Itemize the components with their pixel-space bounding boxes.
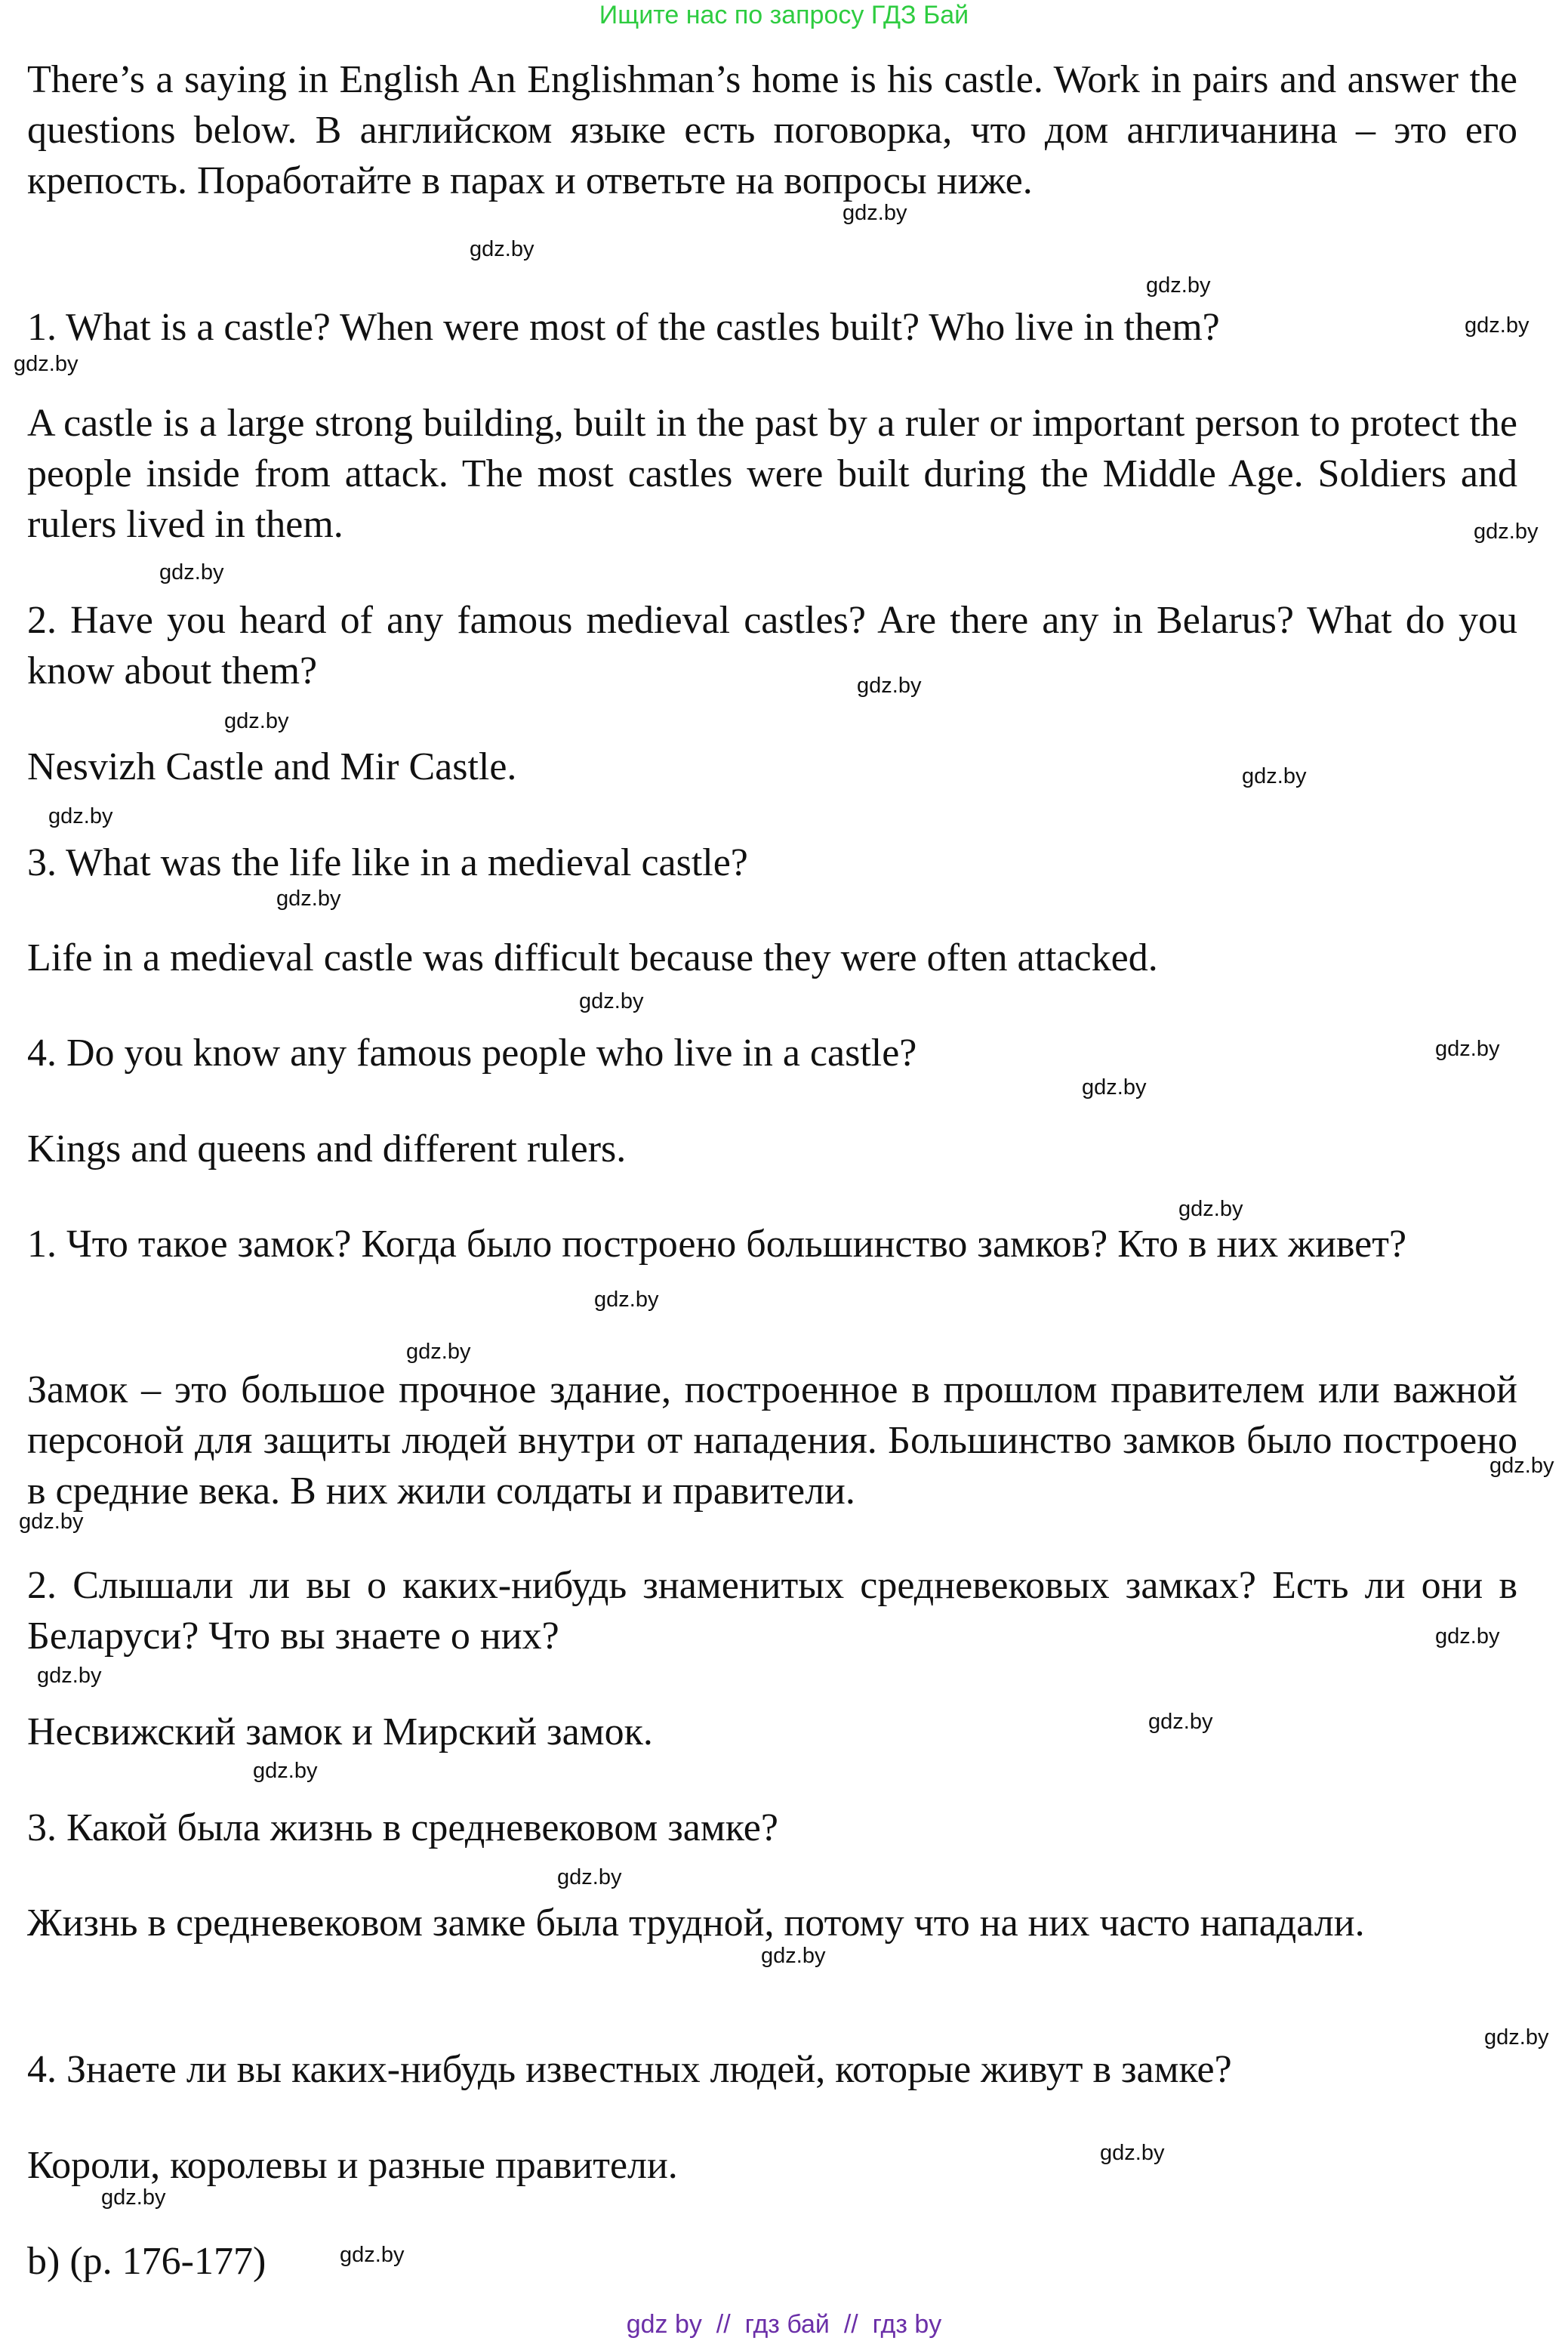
watermark: gdz.by (470, 237, 534, 261)
watermark: gdz.by (1465, 313, 1529, 338)
question-2-ru: 2. Слышали ли вы о каких-нибудь знаменитых средневековых замках? Есть ли они в Беларуси? Что вы знаете о них? (27, 1564, 1517, 1658)
question-3-en: 3. What was the life like in a medieval castle? (27, 841, 748, 884)
watermark: gdz.by (1435, 1037, 1500, 1061)
watermark: gdz.by (1178, 1197, 1243, 1221)
watermark: gdz.by (48, 804, 113, 828)
watermark: gdz.by (406, 1340, 471, 1364)
intro-paragraph: There’s a saying in English An Englishman’s home is his castle. Work in pairs and answer the questions below. В английском языке есть поговорка, что дом англичанина – это его крепость. Поработайте в парах и ответьте на вопросы ниже. (27, 58, 1517, 202)
answer-1-ru: Замок – это большое прочное здание, построенное в прошлом правителем или важной персоной для защиты людей внутри от нападения. Большинство замков было построено в средние века. В них жили солдаты и правители. (27, 1368, 1517, 1513)
question-1-en: 1. What is a castle? When were most of the castles built? Who live in them? (27, 306, 1220, 349)
watermark: gdz.by (761, 1944, 826, 1968)
watermark: gdz.by (159, 560, 224, 584)
watermark: gdz.by (14, 352, 79, 376)
watermark: gdz.by (1242, 764, 1307, 788)
watermark: gdz.by (1489, 1454, 1554, 1478)
top-banner[interactable]: Ищите нас по запросу ГДЗ Бай (599, 1, 969, 29)
answer-1-en: A castle is a large strong building, built in the past by a ruler or important person to protect the people inside from attack. The most castles were built during the Middle Age. Soldiers and rulers lived in them. (27, 402, 1517, 546)
watermark: gdz.by (1082, 1075, 1147, 1100)
watermark: gdz.by (1146, 273, 1211, 298)
answer-2-en: Nesvizh Castle and Mir Castle. (27, 745, 517, 788)
watermark: gdz.by (224, 709, 289, 733)
watermark: gdz.by (276, 887, 341, 911)
watermark: gdz.by (1435, 1624, 1500, 1649)
question-2-en: 2. Have you heard of any famous medieval castles? Are there any in Belarus? What do you know about them? (27, 599, 1517, 692)
watermark: gdz.by (557, 1865, 622, 1889)
watermark: gdz.by (1100, 2141, 1165, 2165)
question-1-ru: 1. Что такое замок? Когда было построено большинство замков? Кто в них живет? (27, 1223, 1407, 1266)
watermark: gdz.by (594, 1288, 659, 1312)
watermark: gdz.by (253, 1759, 318, 1783)
watermark: gdz.by (1148, 1710, 1213, 1734)
answer-4-en: Kings and queens and different rulers. (27, 1127, 627, 1170)
question-4-en: 4. Do you know any famous people who live in a castle? (27, 1032, 917, 1075)
answer-2-ru: Несвижский замок и Мирский замок. (27, 1710, 653, 1753)
watermark: gdz.by (37, 1664, 102, 1688)
answer-3-ru: Жизнь в средневековом замке была трудной, потому что на них часто нападали. (27, 1901, 1365, 1945)
question-3-ru: 3. Какой была жизнь в средневековом замке? (27, 1806, 778, 1849)
footer-links[interactable]: gdz by // гдз бай // гдз by (626, 2310, 942, 2339)
watermark: gdz.by (340, 2243, 405, 2267)
section-b-heading: b) (p. 176-177) (27, 2240, 266, 2283)
answer-4-ru: Короли, королевы и разные правители. (27, 2144, 678, 2187)
watermark: gdz.by (101, 2185, 166, 2210)
watermark: gdz.by (843, 201, 907, 225)
watermark: gdz.by (19, 1510, 84, 1534)
question-4-ru: 4. Знаете ли вы каких-нибудь известных людей, которые живут в замке? (27, 2048, 1232, 2091)
watermark: gdz.by (857, 674, 922, 698)
watermark: gdz.by (579, 989, 644, 1013)
watermark: gdz.by (1484, 2025, 1549, 2050)
watermark: gdz.by (1474, 520, 1539, 544)
answer-3-en: Life in a medieval castle was difficult because they were often attacked. (27, 936, 1158, 979)
